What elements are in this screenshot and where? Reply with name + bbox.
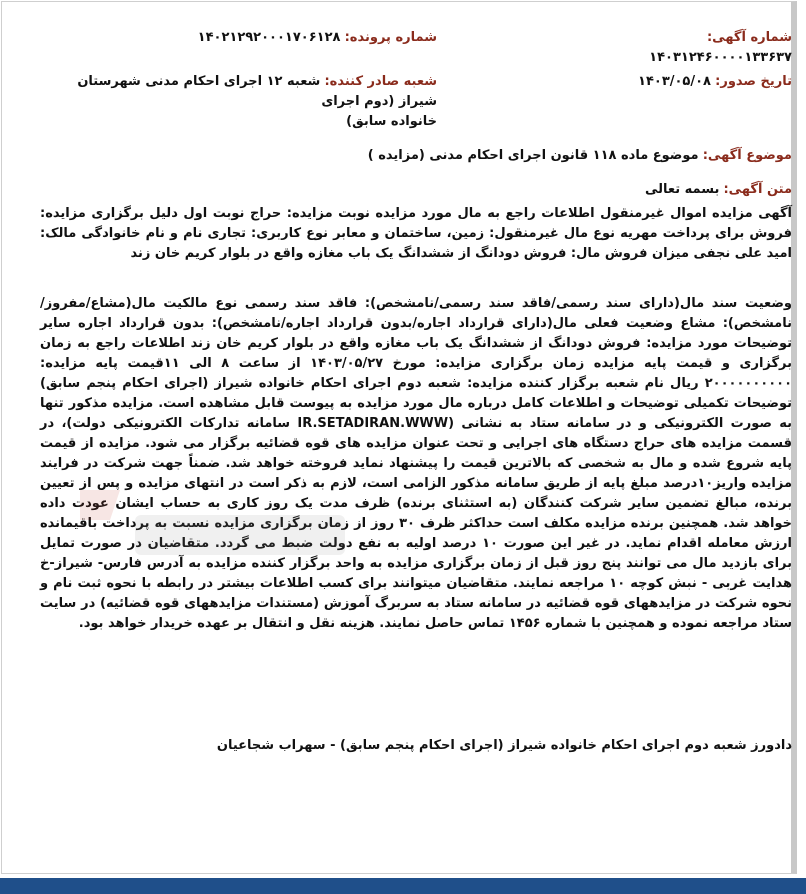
ad-number-row bbox=[562, 28, 792, 68]
subject-value: موضوع ماده ۱۱۸ قانون اجرای احکام مدنی (مزایده ) bbox=[367, 148, 699, 163]
case-number-row bbox=[37, 28, 437, 48]
case-number: ۱۴۰۲۱۲۹۲۰۰۰۱۷۰۶۱۲۸ bbox=[197, 30, 341, 45]
body-paragraph-1: آگهی مزایده اموال غیرمنقول اطلاعات راجع به مال مورد مزایده نوبت مزایده: حراج نوبت اول دلیل برگزاری مزایده: فروش برای پرداخت مهریه نوع مال غیرمنقول: زمین، ساختمان و معابر نوع کاربری: تجاری نام و نام خانوادگی مالک: امید علی نجفی میزان فروش مال: فروش دودانگ از ششدانگ یک باب مغازه واقع در بلوار کریم خان زند bbox=[40, 206, 792, 261]
body-opening: بسمه تعالی bbox=[644, 182, 720, 197]
signature: دادورز شعبه دوم اجرای احکام خانواده شیراز (اجرای احکام پنجم سابق) - سهراب شجاعیان bbox=[216, 738, 792, 753]
issuer-label: شعبه صادر کننده: bbox=[324, 74, 437, 89]
subject-label: موضوع آگهی: bbox=[702, 148, 792, 163]
subject-row bbox=[40, 146, 792, 166]
ad-number: ۱۴۰۳۱۲۴۶۰۰۰۰۱۳۳۶۳۷ bbox=[649, 50, 792, 65]
case-number-label: شماره پرونده: bbox=[344, 30, 437, 45]
issuer-line2: خانواده سابق) bbox=[346, 114, 437, 129]
issue-date-row bbox=[562, 72, 792, 92]
ad-number-label: شماره آگهی: bbox=[706, 30, 792, 45]
issuer-line1: شعبه ۱۲ اجرای احکام مدنی شهرستان شیراز (دوم اجرای bbox=[77, 74, 437, 109]
bottom-bar bbox=[0, 878, 806, 894]
issuer-row bbox=[37, 72, 437, 132]
body-label: متن آگهی: bbox=[723, 182, 792, 197]
issue-date-label: تاریخ صدور: bbox=[715, 74, 792, 89]
body-paragraph-2: وضعیت سند مال(دارای سند رسمی/فاقد سند رسمی/نامشخص): فاقد سند رسمی نوع مالکیت مال(مشاع/مفروز/نامشخص): مشاع وضعیت فعلی مال(دارای قرارداد اجاره/بدون قرارداد اجاره/نامشخص): بدون قرارداد اجاره سایر توضیحات مورد مزایده: فروش دودانگ از ششدانگ یک باب مغازه واقع در بلوار کریم خان زند اطلاعات راجع به زمان برگزاری و قیمت پایه مزایده زمان برگزاری مزایده: مورخ ۱۴۰۳/۰۵/۲۷ از ساعت ۸ الی ۱۱قیمت پایه مزایده: ۲۰۰۰۰۰۰۰۰۰۰ ریال نام شعبه برگزار کننده مزایده: شعبه دوم اجرای احکام خانواده شیراز (اجرای احکام پنجم سابق) توضیحات تکمیلی توضیحات و اطلاعات کامل درباره مال مورد مزایده به پیوست قابل مشاهده است. مزایده مذکور تنها به صورت الکترونیکی و در سامانه ستاد به نشانی (IR.SETADIRAN.WWW سامانه تدارکات الکترونیکی دولت)، در قسمت مزایده های حراج دستگاه های اجرایی و تحت عنوان مزایده های قوه قضائیه برگزار می شود. مزایده از قیمت پایه شروع شده و مال به شخصی که بالاترین قیمت را پیشنهاد نماید فروخته خواهد شد. ضمناً جهت شرکت در فرایند مزایده واریز۱۰درصد مبلغ پایه از طریق سامانه مذکور الزامی است، لازم به ذکر است در انتهای مزایده و پس از تعیین برنده، مبالغ تضمین سایر شرکت کنندگان (به استثنای برنده) ظرف مدت یک روز کاری به حساب ایشان عودت داده خواهد شد. همچنین برنده مزایده مکلف است حداکثر ظرف ۳۰ روز از زمان برگزاری مزایده نسبت به پرداخت باقیمانده ارزش معامله اقدام نماید. در غیر این صورت ۱۰ درصد اولیه به نفع دولت ضبط می گردد. متقاضیان در صورت تمایل برای بازدید مال می توانند پنج روز قبل از زمان برگزاری مزایده به واحد برگزار کننده مزایده به آدرس فارس- شیراز-خ هدایت غربی - نبش کوچه ۱۰ مراجعه نمایند. متقاضیان میتوانند برای کسب اطلاعات بیشتر در رابطه با نحوه ثبت نام و نحوه شرکت در مزایدههای قوه قضائیه در سامانه ستاد به سربرگ آموزش (مستندات مزایدههای قوه قضائیه) در سایت ستاد مراجعه نموده و همچنین با شماره ۱۴۵۶ تماس حاصل نمایند. هزینه نقل و انتقال بر عهده خریدار خواهد بود. bbox=[40, 296, 793, 631]
issue-date: ۱۴۰۳/۰۵/۰۸ bbox=[638, 74, 711, 89]
body-label-row bbox=[40, 180, 792, 200]
